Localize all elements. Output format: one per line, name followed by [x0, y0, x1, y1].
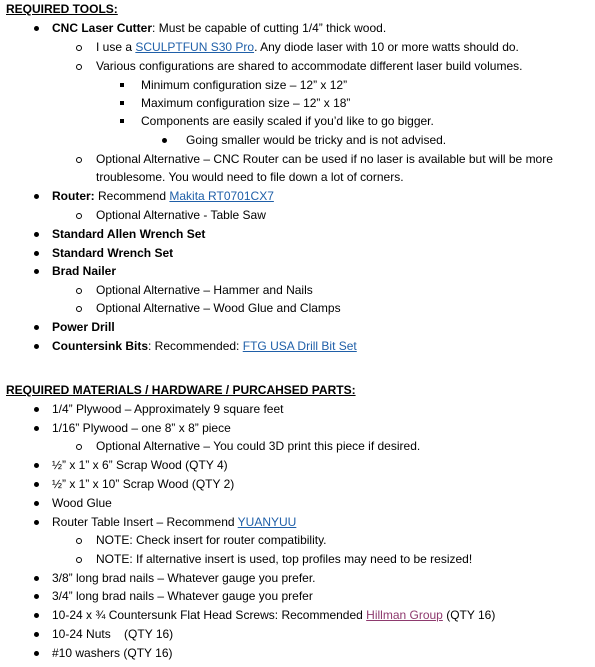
makita-link[interactable]: Makita RT0701CX7 — [169, 189, 274, 203]
ftg-link[interactable]: FTG USA Drill Bit Set — [242, 339, 357, 353]
list-item-alt-cnc-cont: troublesome. You would need to file down a lot of corners. — [96, 170, 404, 184]
sculpfun-link[interactable]: SCULPTFUN S30 Pro — [135, 40, 255, 54]
yuanyuu-link[interactable]: YUANYUU — [237, 515, 297, 529]
laser-label: CNC Laser Cutter — [52, 21, 153, 35]
laser-desc: : Must be capable of cutting 1/4” thick wood. — [152, 21, 387, 35]
tools-heading: REQUIRED TOOLS: — [6, 2, 118, 16]
materials-heading: REQUIRED MATERIALS / HARDWARE / PURCAHSED PARTS: — [6, 383, 356, 397]
hillman-link[interactable]: Hillman Group — [366, 608, 443, 622]
